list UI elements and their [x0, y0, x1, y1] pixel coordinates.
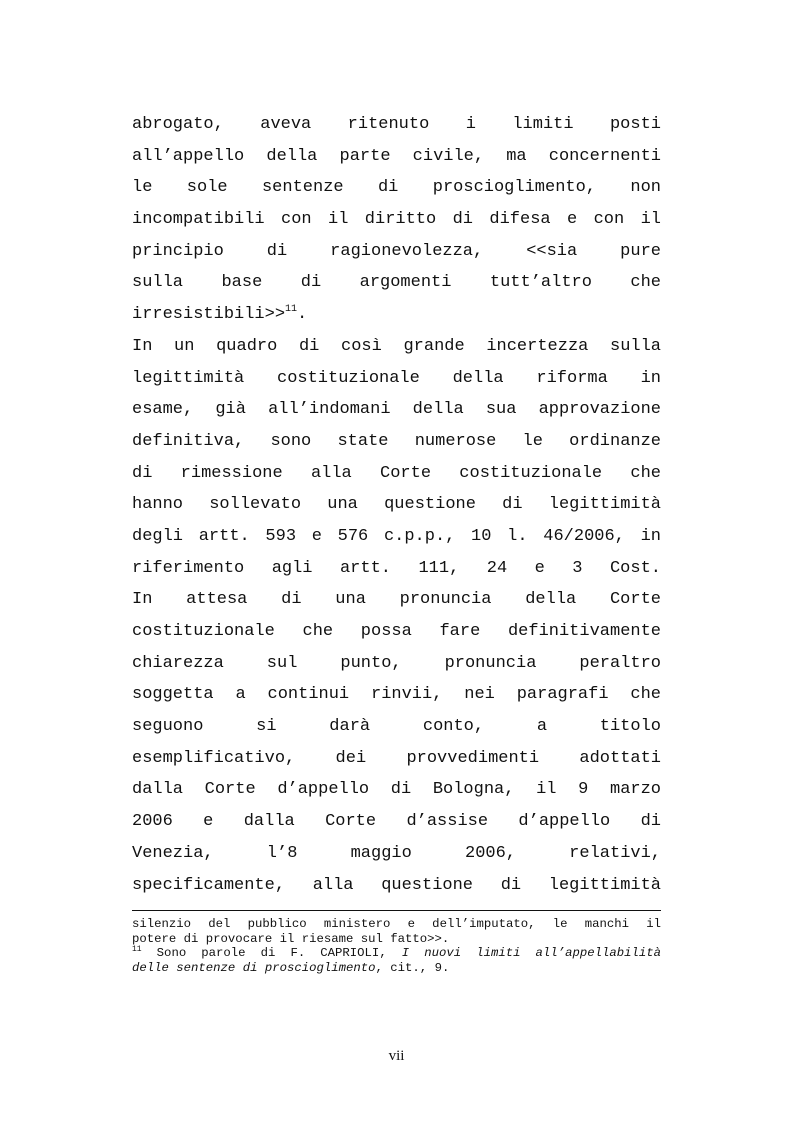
body-line: soggetta a continui rinvii, nei paragrafi che [132, 685, 661, 705]
body-line: definitiva, sono state numerose le ordinanze [132, 431, 661, 451]
body-line: In attesa di una pronuncia della Corte [132, 590, 661, 610]
body-line-punct: . [297, 305, 308, 325]
body-line: 2006 e dalla Corte d’assise d’appello di [132, 812, 661, 832]
body-line: abrogato, aveva ritenuto i limiti posti [132, 115, 661, 134]
footnote-line: potere di provocare il riesame sul fatto>>. [132, 931, 450, 946]
footnote-text: , cit., 9. [375, 960, 450, 975]
footnote-separator [132, 910, 661, 911]
body-line: incompatibili con il diritto di difesa e con il [132, 210, 661, 230]
body-line: costituzionale che possa fare definitivamente [132, 622, 661, 641]
body-line: principio di ragionevolezza, <<sia pure [132, 241, 661, 261]
page-number: vii [388, 1048, 405, 1064]
body-line: all’appello della parte civile, ma concernenti [132, 146, 661, 166]
body-line: esame, già all’indomani della sua approvazione [132, 400, 661, 420]
footnote-11-line-2 [132, 961, 661, 976]
body-line: legittimità costituzionale della riforma in [132, 368, 661, 388]
body-line: di rimessione alla Corte costituzionale che [132, 463, 661, 483]
body-line: In un quadro di così grande incertezza sulla [132, 336, 661, 356]
body-line: Venezia, l’8 maggio 2006, relativi, [132, 843, 661, 863]
body-line: le sole sentenze di proscioglimento, non [132, 178, 661, 198]
footnote-reference: 11 [285, 304, 298, 316]
body-line: sulla base di argomenti tutt’altro che [132, 273, 661, 293]
body-line: specificamente, alla questione di legittimità [132, 875, 661, 895]
footnote-11-line-1 [132, 946, 661, 961]
body-line [132, 299, 661, 331]
body-line: dalla Corte d’appello di Bologna, il 9 marzo [132, 780, 661, 800]
footnote-line: silenzio del pubblico ministero e dell’imputato, le manchi il [132, 917, 661, 931]
body-text [132, 109, 661, 901]
body-line: hanno sollevato una questione di legittimità [132, 495, 661, 515]
body-line-text: irresistibili>> [132, 305, 286, 325]
body-line: esemplificativo, dei provvedimenti adottati [132, 748, 661, 768]
footnote-text: Sono parole di F. CAPRIOLI, [141, 946, 402, 960]
footnote-title: I nuovi limiti all’appellabilità [401, 946, 661, 960]
body-line: chiarezza sul punto, pronuncia peraltro [132, 653, 661, 673]
footnotes [132, 917, 661, 975]
footnote-title: delle sentenze di proscioglimento [132, 960, 376, 975]
footnote-number: 11 [132, 945, 142, 954]
body-line: degli artt. 593 e 576 c.p.p., 10 l. 46/2006, in [132, 526, 661, 546]
body-line: seguono si darà conto, a titolo [132, 717, 661, 737]
body-line: riferimento agli artt. 111, 24 e 3 Cost. [132, 558, 661, 578]
